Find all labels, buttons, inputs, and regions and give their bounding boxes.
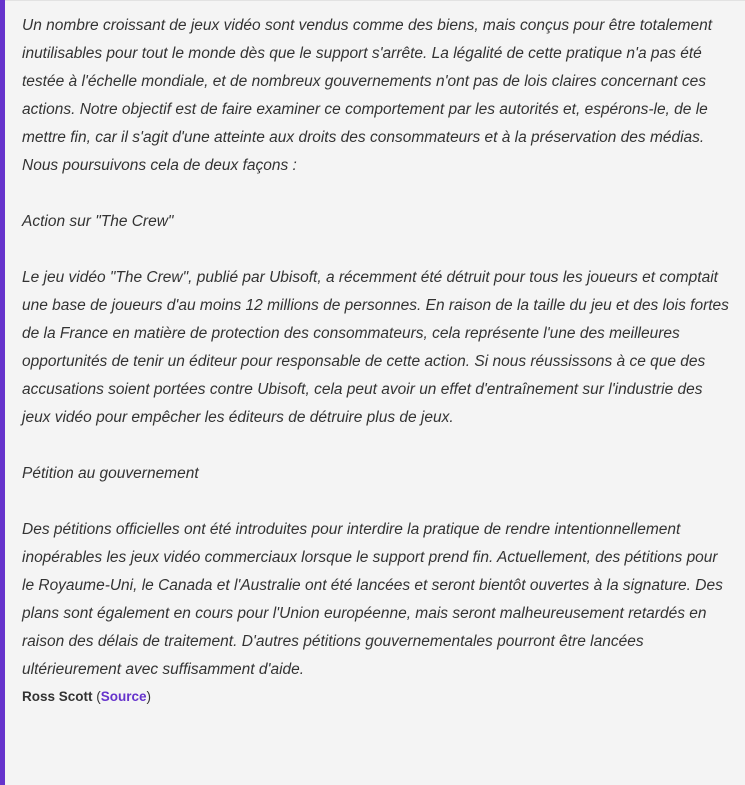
attribution	[22, 687, 731, 707]
attribution-close-paren: )	[146, 689, 152, 704]
source-link[interactable]: Source	[100, 689, 147, 704]
top-divider	[5, 0, 745, 1]
quote-paragraph-petition: Des pétitions officielles ont été introduites pour interdire la pratique de rendre intentionnellement inopérables les jeux vidéo commerciaux lorsque le support prend fin. Actuellement, des pétitions pour le Royaume-Uni, le Canada et l'Australie ont été lancées et seront bientôt ouvertes à la signature. Des plans sont également en cours pour l'Union européenne, mais seront malheureusement retardés en raison des délais de traitement. D'autres pétitions gouvernementales pourront être lancées ultérieurement avec suffisamment d'aide.	[22, 521, 723, 678]
quote-heading-the-crew: Action sur "The Crew"	[22, 213, 174, 230]
quote-body	[22, 12, 731, 684]
quote-paragraph-the-crew: Le jeu vidéo "The Crew", publié par Ubisoft, a récemment été détruit pour tous les joueurs et comptait une base de joueurs d'au moins 12 millions de personnes. En raison de la taille du jeu et des lois fortes de la France en matière de protection des consommateurs, cela représente l'une des meilleures opportunités de tenir un éditeur pour responsable de cette action. Si nous réussissons à ce que des accusations soient portées contre Ubisoft, cela peut avoir un effet d'entraînement sur l'industrie des jeux vidéo pour empêcher les éditeurs de détruire plus de jeux.	[22, 269, 729, 426]
quote-paragraph-intro: Un nombre croissant de jeux vidéo sont vendus comme des biens, mais conçus pour être totalement inutilisables pour tout le monde dès que le support s'arrête. La légalité de cette pratique n'a pas été testée à l'échelle mondiale, et de nombreux gouvernements n'ont pas de lois claires concernant ces actions. Notre objectif est de faire examiner ce comportement par les autorités et, espérons-le, de le mettre fin, car il s'agit d'une atteinte aux droits des consommateurs et à la préservation des médias. Nous poursuivons cela de deux façons :	[22, 17, 713, 174]
attribution-author: Ross Scott	[22, 689, 93, 704]
attribution-open-paren: (	[92, 689, 101, 704]
quote-heading-petition: Pétition au gouvernement	[22, 465, 199, 482]
